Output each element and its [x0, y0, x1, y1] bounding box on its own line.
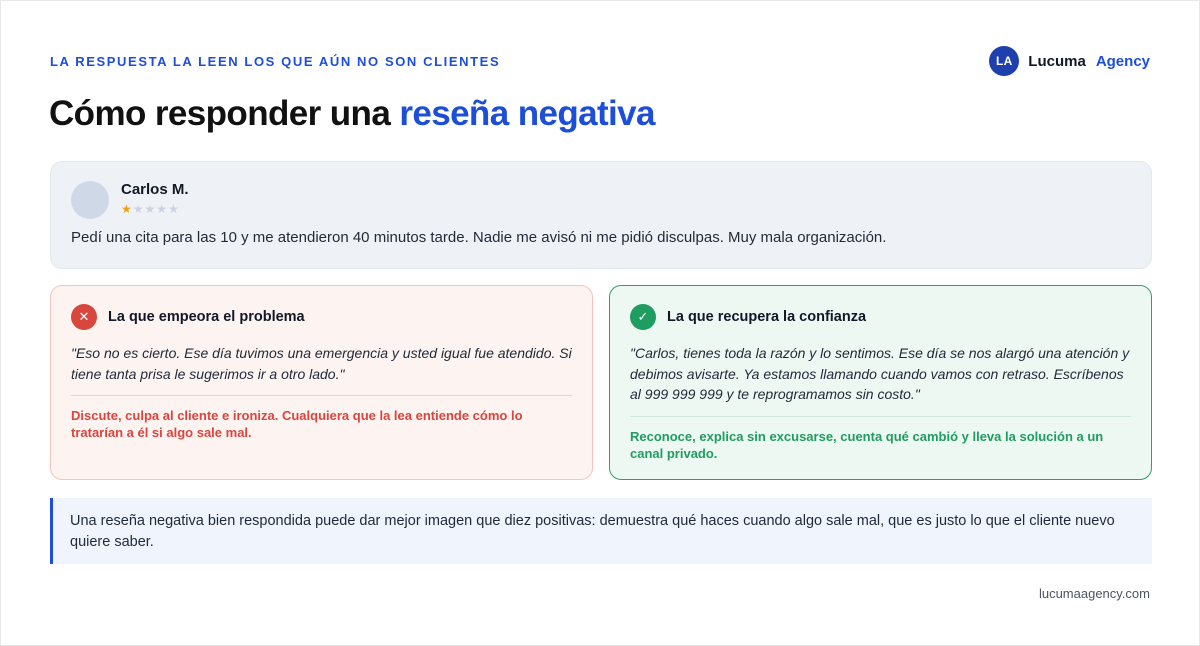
brand-accent: Agency — [1095, 52, 1150, 70]
close-icon: ✕ — [71, 304, 97, 330]
brand-logo[interactable] — [989, 46, 1150, 76]
brand-badge: LA — [989, 46, 1019, 76]
title-prefix: Cómo responder una — [49, 94, 400, 133]
callout-note: Una reseña negativa bien respondida puede dar mejor imagen que diez positivas: demuestra qué haces cuando algo sale mal, que es justo lo que el cliente nuevo quiere saber. — [50, 498, 1152, 564]
eyebrow-text: LA RESPUESTA LA LEEN LOS QUE AÚN NO SON CLIENTES — [50, 54, 501, 69]
bad-response-header — [71, 304, 572, 330]
good-response-note: Reconoce, explica sin excusarse, cuenta qué cambió y lleva la solución a un canal privado. — [630, 428, 1104, 461]
divider — [630, 416, 1131, 417]
bad-response-card — [50, 285, 593, 480]
good-response-card — [609, 285, 1152, 480]
bad-response-title: La que empeora el problema — [108, 309, 305, 325]
good-response-quote: "Carlos, tienes toda la razón y lo sentimos. Ese día se nos alargó una atención y debimos avisarte. Ya estamos llamando cuando vamos con retraso. Escríbenos al 999 999 999 y te reprogramamos sin costo." — [630, 345, 1130, 402]
avatar — [71, 181, 109, 219]
divider — [71, 395, 572, 396]
page-title — [49, 94, 655, 134]
check-icon: ✓ — [630, 304, 656, 330]
star-filled-icon: ★ — [121, 202, 132, 216]
bad-response-note: Discute, culpa al cliente e ironiza. Cualquiera que la lea entiende cómo lo tratarían a él si algo sale mal. — [71, 408, 523, 440]
good-response-title: La que recupera la confianza — [667, 309, 867, 325]
good-response-header — [630, 304, 1131, 330]
review-text: Pedí una cita para las 10 y me atendieron 40 minutos tarde. Nadie me avisó ni me pidió disculpas. Muy mala organización. — [71, 229, 887, 246]
star-rating — [121, 202, 179, 216]
star-empty-icon: ★ — [132, 202, 144, 216]
brand-name: Lucuma — [1028, 52, 1086, 70]
star-empty-icon: ★ — [168, 202, 179, 216]
bad-response-quote: "Eso no es cierto. Ese día tuvimos una emergencia y usted igual fue atendido. Si tiene tanta prisa le sugerimos ir a otro lado." — [71, 345, 572, 382]
star-empty-icon: ★ — [144, 202, 156, 216]
footer-site-link[interactable]: lucumaagency.com — [1038, 586, 1150, 601]
reviewer-name: Carlos M. — [121, 181, 189, 198]
star-empty-icon: ★ — [156, 202, 168, 216]
title-highlight: reseña negativa — [399, 94, 655, 133]
review-card — [50, 161, 1152, 269]
